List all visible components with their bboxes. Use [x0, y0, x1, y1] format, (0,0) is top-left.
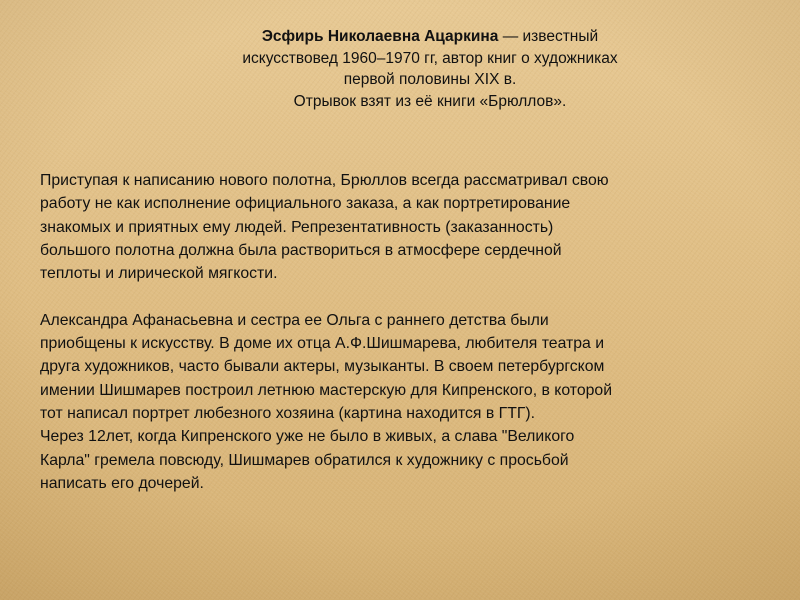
- paragraph-line: друга художников, часто бывали актеры, музыканты. В своем петербургском: [40, 358, 605, 376]
- author-intro: [150, 26, 710, 112]
- author-name: Эсфирь Николаевна Ацаркина: [261, 28, 499, 45]
- paragraph-line: работу не как исполнение официального заказа, а как портретирование: [40, 195, 571, 213]
- paragraph-line: знакомых и приятных ему людей. Репрезентативность (заказанность): [40, 218, 554, 236]
- author-intro-line-2: искусствовед 1960–1970 гг, автор книг о художниках: [242, 49, 618, 67]
- paragraph-1: [40, 169, 775, 285]
- book-source-line: Отрывок взят из её книги «Брюллов».: [293, 92, 567, 110]
- paragraph-line: приобщены к искусству. В доме их отца А.Ф.Шишмарева, любителя театра и: [40, 335, 605, 353]
- author-intro-line-3: первой половины XIX в.: [343, 71, 517, 88]
- author-intro-line-1: [150, 26, 710, 48]
- paragraph-line: Александра Афанасьевна и сестра ее Ольга с раннего детства были: [40, 311, 549, 329]
- paragraph-line: Карла" гремела повсюду, Шишмарев обратился к художнику с просьбой: [40, 451, 569, 469]
- paragraph-line: большого полотна должна была раствориться в атмосфере сердечной: [40, 241, 562, 259]
- paragraph-line: имении Шишмарев построил летнюю мастерскую для Кипренского, в которой: [40, 381, 613, 399]
- paragraph-line: Приступая к написанию нового полотна, Брюллов всегда рассматривал свою: [40, 172, 609, 189]
- paragraph-line: написать его дочерей.: [40, 474, 204, 492]
- author-descriptor: — известный: [498, 28, 599, 45]
- excerpt-text: [40, 169, 775, 495]
- paragraph-line: Через 12лет, когда Кипренского уже не было в живых, а слава "Великого: [40, 428, 575, 446]
- paragraph-line: теплоты и лирической мягкости.: [40, 265, 278, 283]
- paragraph-line: тот написал портрет любезного хозяина (картина находится в ГТГ).: [40, 404, 536, 422]
- paragraph-2: [40, 309, 775, 495]
